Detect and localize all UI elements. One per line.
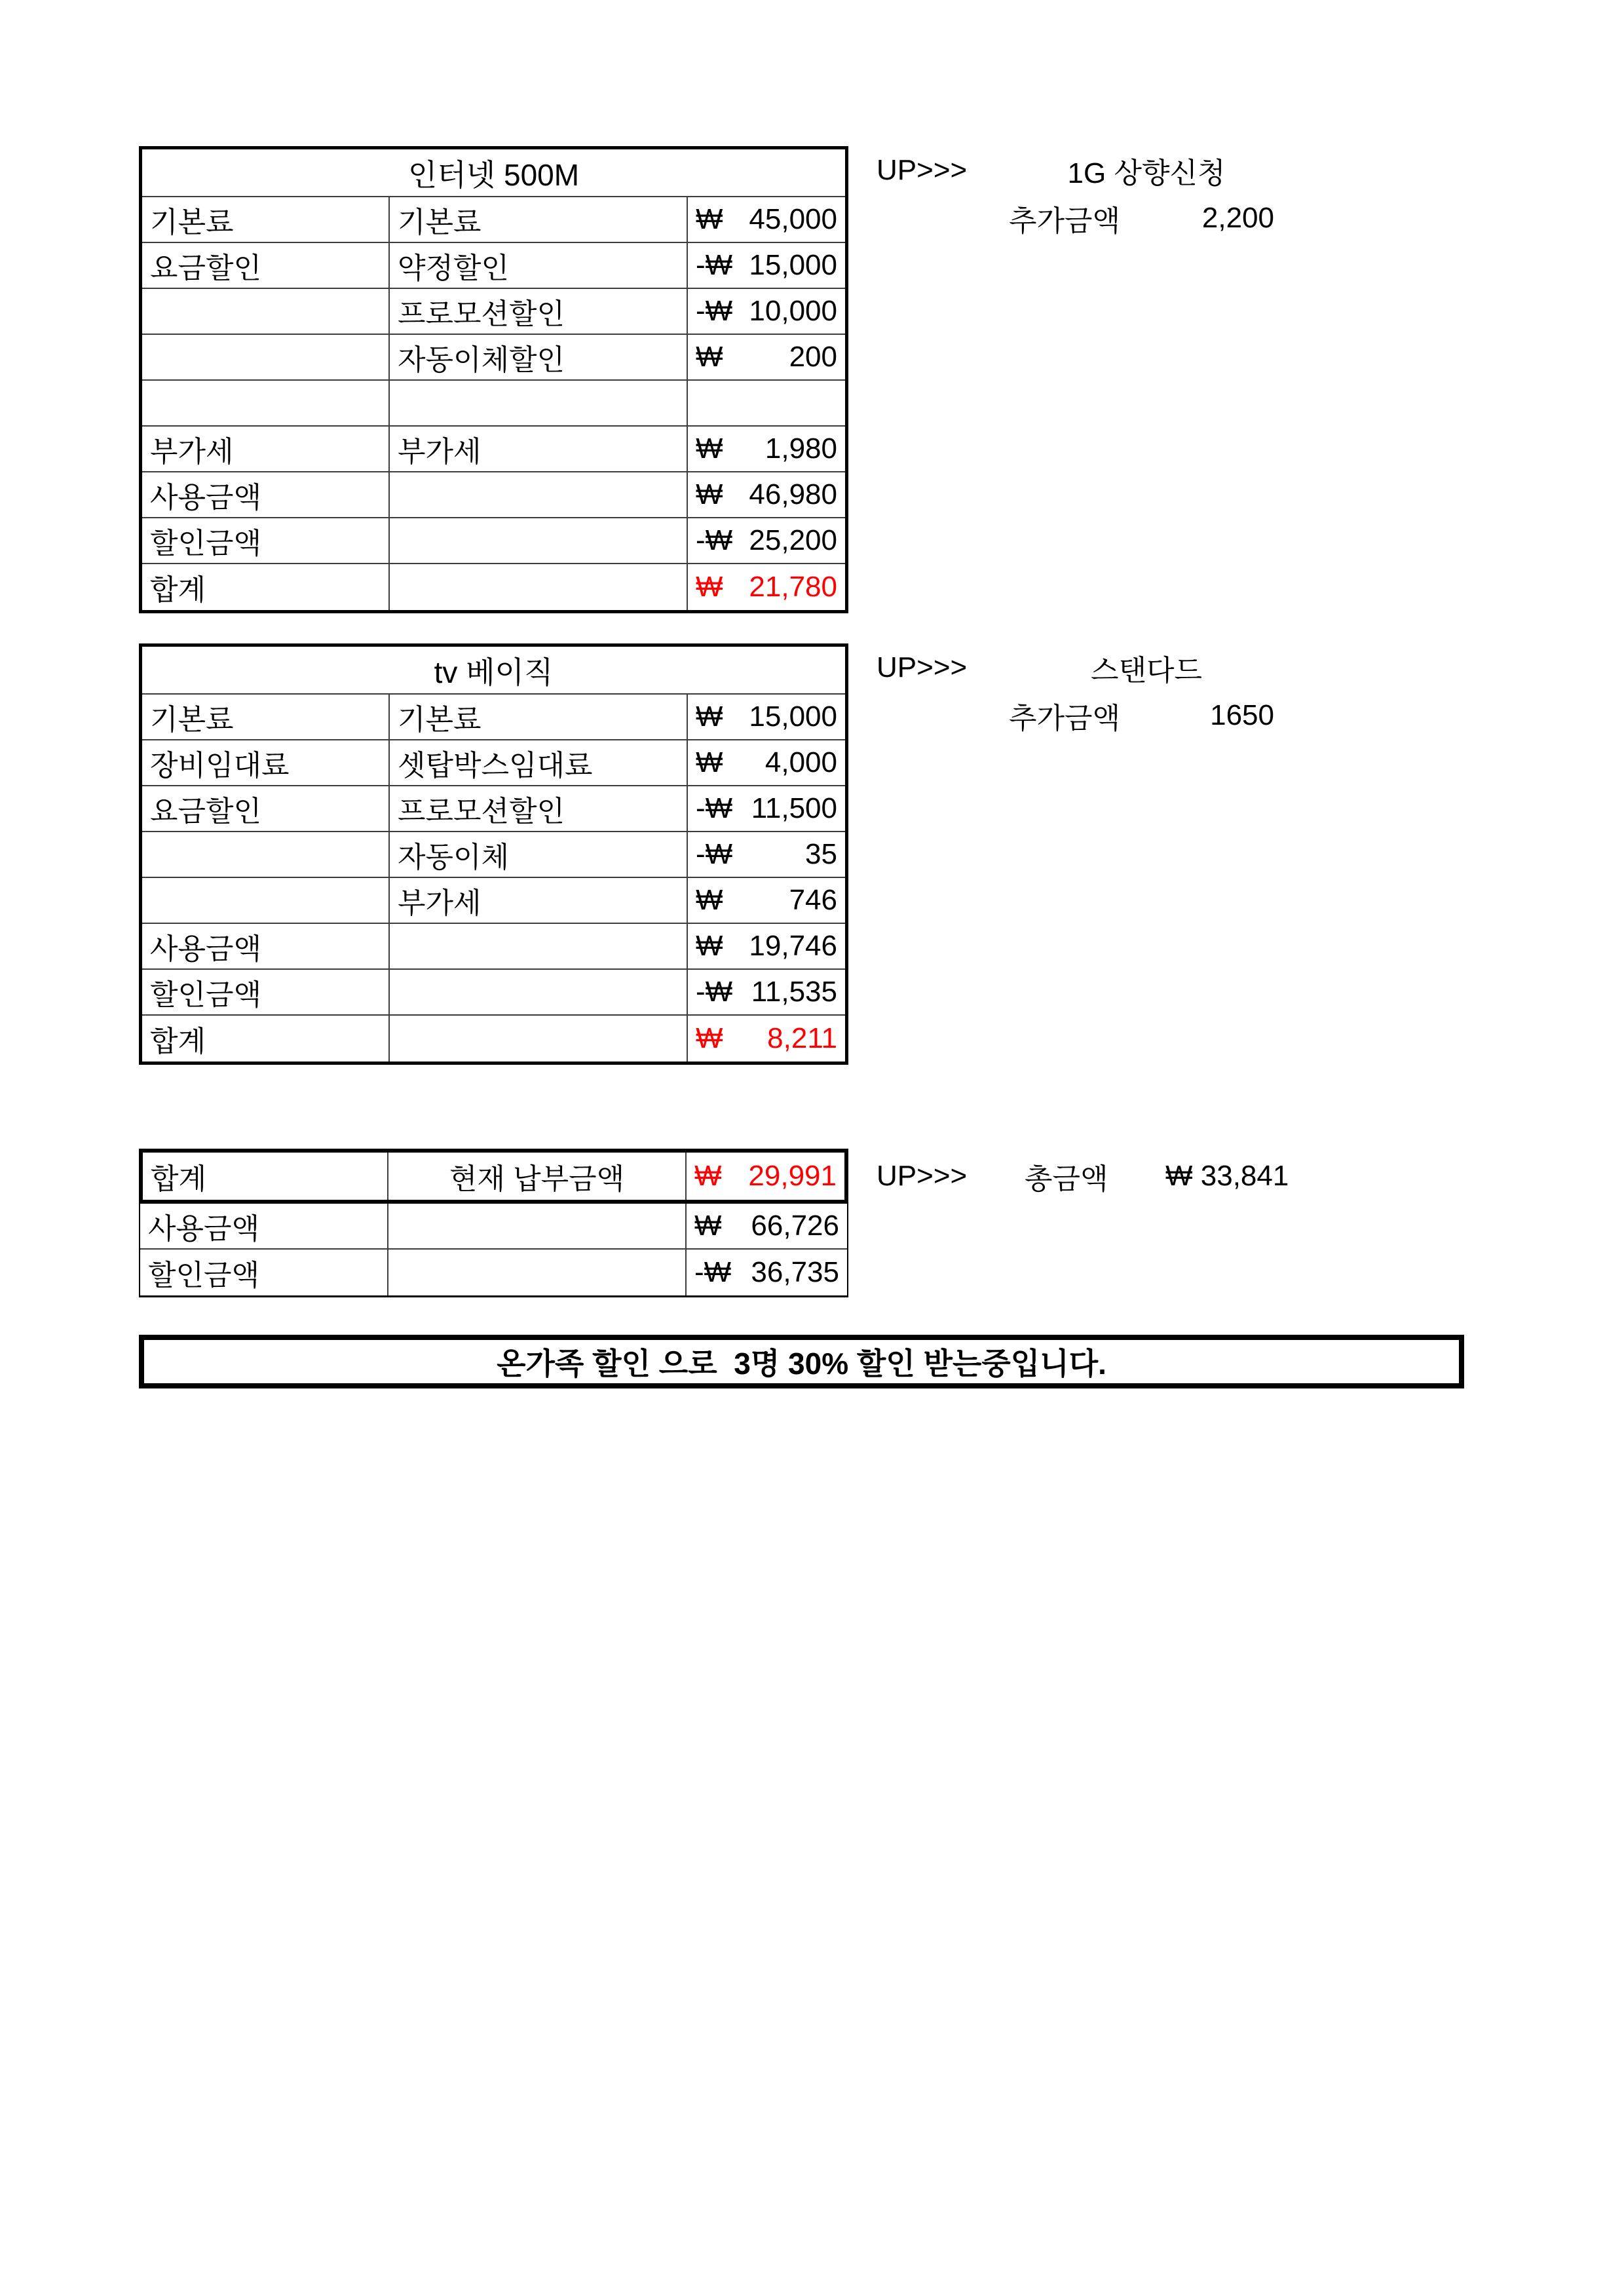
won-sign: -₩: [696, 976, 733, 1008]
amount-value: 746: [789, 884, 837, 916]
cell-item: 약정할인: [390, 243, 688, 288]
cell-item: [390, 564, 688, 610]
amount-value: 10,000: [749, 295, 837, 327]
amount-value: 200: [789, 341, 837, 373]
cell-category: 할인금액: [142, 518, 390, 563]
won-sign: -₩: [696, 792, 733, 824]
cell-amount: [688, 878, 845, 923]
table-row: [142, 924, 845, 970]
won-sign: ₩: [696, 746, 723, 778]
cell-item: [390, 1016, 688, 1062]
amount-value: 66,726: [751, 1210, 839, 1242]
cell-item: 현재 납부금액: [388, 1153, 687, 1200]
cell-category: 기본료: [142, 695, 390, 739]
won-sign: ₩: [694, 1210, 722, 1242]
cell-category: 합계: [142, 564, 390, 610]
table-row: [142, 243, 845, 289]
cell-amount: [688, 970, 845, 1014]
cell-amount: [688, 472, 845, 517]
cell-item: 기본료: [390, 695, 688, 739]
cell-category: 요금할인: [142, 243, 390, 288]
cell-amount: [688, 518, 845, 563]
won-sign: ₩: [694, 1160, 722, 1192]
table-row: [140, 1250, 847, 1295]
extra-amount-value: 2,200: [1201, 202, 1274, 234]
cell-item: [390, 518, 688, 563]
cell-amount: [688, 289, 845, 334]
upgrade-plan-label: 스탠다드: [1090, 654, 1202, 687]
amount-value: 1,980: [765, 432, 837, 465]
cell-amount: [687, 1250, 847, 1295]
table-row: [142, 197, 845, 243]
amount-value: 11,535: [751, 976, 837, 1008]
won-sign: ₩: [696, 341, 723, 373]
cell-category: 사용금액: [140, 1204, 388, 1248]
won-sign: -₩: [696, 524, 733, 556]
cell-amount: [688, 924, 845, 968]
cell-amount-total: [688, 1016, 845, 1062]
grand-total-label: 총금액: [1025, 1163, 1108, 1195]
cell-item: 부가세: [390, 427, 688, 471]
won-sign: ₩: [1165, 1160, 1193, 1192]
cell-category: [142, 381, 390, 425]
table-row: [142, 740, 845, 786]
cell-item: 프로모션할인: [390, 786, 688, 831]
extra-amount-label: 추가금액: [1009, 702, 1121, 735]
cell-item: 자동이체할인: [390, 335, 688, 379]
cell-amount: [688, 427, 845, 471]
cell-amount: [688, 335, 845, 379]
table-row: [142, 518, 845, 564]
summary-total-row: [139, 1149, 848, 1204]
won-sign: -₩: [696, 249, 733, 281]
amount-value: 15,000: [749, 249, 837, 281]
cell-amount: [688, 197, 845, 242]
cell-amount: [688, 786, 845, 831]
cell-category: 기본료: [142, 197, 390, 242]
amount-value: 36,735: [751, 1256, 839, 1288]
cell-category: 요금할인: [142, 786, 390, 831]
extra-amount-label: 추가금액: [1009, 205, 1121, 237]
extra-amount-value: 1650: [1210, 699, 1274, 731]
table-row: [142, 472, 845, 518]
cell-item: [390, 924, 688, 968]
table-row: [142, 289, 845, 335]
grand-total-value: [1165, 1149, 1289, 1204]
summary-detail-rows: [139, 1204, 848, 1297]
amount-value: 46,980: [749, 478, 837, 510]
cell-amount-total: [688, 564, 845, 610]
won-sign: ₩: [696, 884, 723, 916]
cell-category: [142, 878, 390, 923]
cell-item: 자동이체: [390, 832, 688, 877]
table-row: [142, 695, 845, 740]
won-sign: ₩: [696, 571, 723, 603]
cell-category: 합계: [142, 1016, 390, 1062]
table-row: [140, 1204, 847, 1250]
cell-category: [142, 335, 390, 379]
cell-amount: [688, 243, 845, 288]
amount-value: 15,000: [749, 700, 837, 733]
cell-item: 프로모션할인: [390, 289, 688, 334]
tv-basic-table: [139, 643, 848, 1065]
cell-category: 사용금액: [142, 924, 390, 968]
summary-table: [139, 1149, 848, 1297]
won-sign: ₩: [696, 1022, 723, 1054]
won-sign: ₩: [696, 700, 723, 733]
cell-category: 할인금액: [142, 970, 390, 1014]
amount-value: 25,200: [749, 524, 837, 556]
cell-category: 합계: [143, 1153, 388, 1200]
table-row: [142, 832, 845, 878]
table-row-empty: [142, 381, 845, 427]
cell-category: [142, 289, 390, 334]
cell-amount: [688, 740, 845, 785]
won-sign: -₩: [696, 295, 733, 327]
cell-item: 부가세: [390, 878, 688, 923]
table-row-total: [142, 564, 845, 610]
amount-value: 4,000: [765, 746, 837, 778]
won-sign: ₩: [696, 478, 723, 510]
cell-item: [388, 1204, 687, 1248]
up-arrow-label: UP>>>: [877, 651, 968, 683]
table-row: [142, 970, 845, 1016]
table-row: [142, 335, 845, 381]
cell-category: 장비임대료: [142, 740, 390, 785]
won-sign: ₩: [696, 930, 723, 962]
up-arrow-label: UP>>>: [877, 153, 968, 186]
cell-item: [390, 381, 688, 425]
cell-amount: [688, 381, 845, 425]
amount-value: 19,746: [749, 930, 837, 962]
internet-500m-table: [139, 146, 848, 613]
cell-category: 부가세: [142, 427, 390, 471]
amount-value: 35: [805, 838, 837, 870]
amount-value: 45,000: [749, 203, 837, 235]
table-row: [142, 878, 845, 924]
family-discount-banner: [139, 1335, 1464, 1388]
upgrade-plan-label: 1G 상향신청: [1067, 157, 1226, 189]
cell-item: [388, 1250, 687, 1295]
cell-amount: [688, 832, 845, 877]
cell-item: 셋탑박스임대료: [390, 740, 688, 785]
won-sign: ₩: [696, 432, 723, 465]
amount-value: 8,211: [767, 1022, 837, 1054]
won-sign: -₩: [694, 1256, 732, 1288]
cell-item: 기본료: [390, 197, 688, 242]
table-row: [142, 427, 845, 472]
table-row: [142, 786, 845, 832]
amount-value: 11,500: [751, 792, 837, 824]
up-arrow-label: UP>>>: [877, 1160, 968, 1192]
tv-table-title: tv 베이직: [142, 647, 845, 695]
amount-value: 21,780: [749, 571, 837, 603]
won-sign: -₩: [696, 838, 733, 870]
cell-item: [390, 472, 688, 517]
cell-category: [142, 832, 390, 877]
cell-amount: [687, 1204, 847, 1248]
table-row-total: [142, 1016, 845, 1062]
amount-value: 29,991: [748, 1160, 837, 1192]
amount-value: 33,841: [1200, 1160, 1289, 1192]
cell-item: [390, 970, 688, 1014]
cell-category: 할인금액: [140, 1250, 388, 1295]
cell-category: 사용금액: [142, 472, 390, 517]
banner-text: 온가족 할인 으로 3명 30% 할인 받는중입니다.: [497, 1347, 1106, 1381]
cell-amount-total: [687, 1153, 844, 1200]
internet-table-title: 인터넷 500M: [142, 149, 845, 197]
won-sign: ₩: [696, 203, 723, 235]
cell-amount: [688, 695, 845, 739]
